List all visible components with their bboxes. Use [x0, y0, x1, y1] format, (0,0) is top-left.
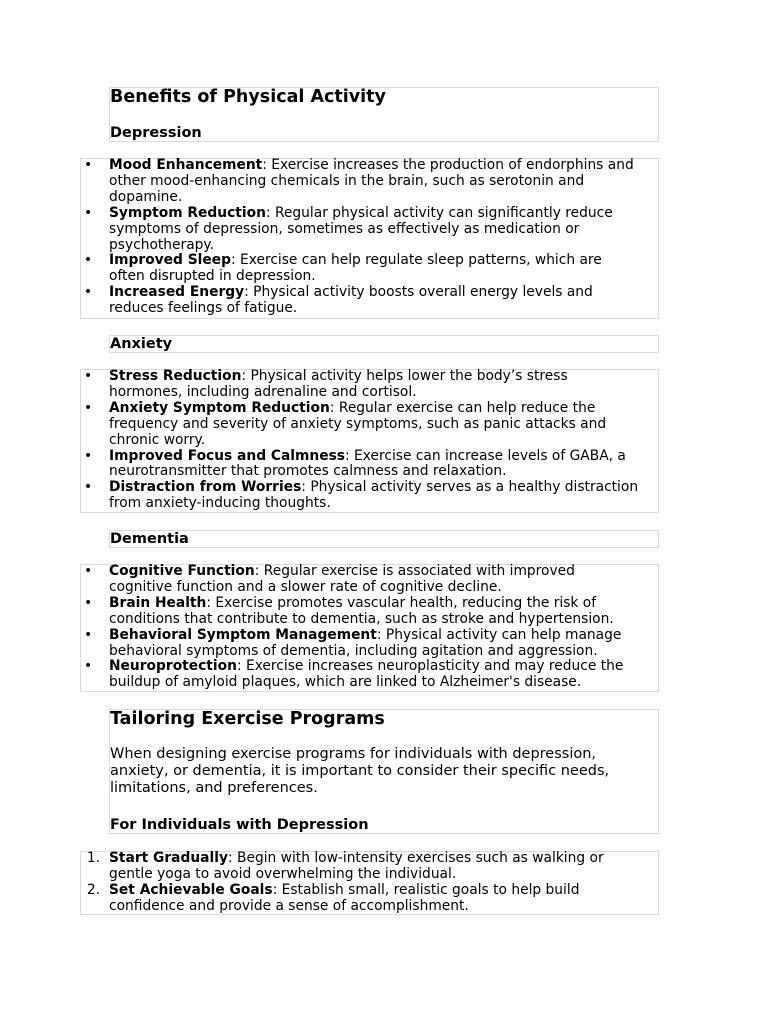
item-text: : Begin with low-intensity exercises such as walking or gentle yoga to avoid overwhelming the individual.	[109, 850, 604, 882]
item-text: : Exercise increases the production of endorphins and other mood-enhancing chemicals in the brain, such as serotonin and dopamine.	[109, 157, 634, 205]
item-term: Improved Focus and Calmness	[109, 447, 346, 464]
bullet-icon: •	[84, 447, 93, 464]
tailoring-intro: When designing exercise programs for individuals with depression, anxiety, or dementia, it is important to consider their specific needs, limitations, and preferences.	[110, 746, 610, 796]
item-text: : Physical activity can help manage behavioral symptoms of dementia, including agitation and aggression.	[109, 626, 622, 659]
item-text: : Regular exercise is associated with improved cognitive function and a slower rate of cognitive decline.	[109, 563, 575, 595]
list-item	[80, 449, 640, 481]
item-term: Brain Health	[109, 594, 207, 611]
list-item	[80, 596, 640, 628]
bullet-icon: •	[84, 626, 93, 643]
item-term: Anxiety Symptom Reduction	[109, 399, 330, 416]
list-item	[80, 628, 640, 660]
list-item	[80, 480, 640, 512]
list-item	[80, 253, 640, 285]
section-heading-anxiety: Anxiety	[110, 336, 173, 352]
list-item	[80, 883, 640, 915]
dementia-benefits-list	[80, 564, 640, 691]
bullet-icon: •	[84, 563, 93, 579]
bullet-icon: •	[84, 368, 93, 384]
item-text: : Regular exercise can help reduce the frequency and severity of anxiety symptoms, such as panic attacks and chronic worry.	[109, 399, 607, 448]
list-item	[80, 285, 640, 317]
item-term: Mood Enhancement	[109, 157, 263, 173]
list-item	[80, 206, 640, 254]
item-term: Set Achievable Goals	[109, 881, 273, 898]
item-term: Increased Energy	[109, 284, 245, 301]
section-heading-depression: Depression	[110, 125, 202, 141]
item-term: Behavioral Symptom Management	[109, 626, 377, 643]
item-term: Distraction from Worries	[109, 479, 302, 496]
bullet-icon: •	[84, 204, 93, 221]
item-text: : Physical activity boosts overall energy levels and reduces feelings of fatigue.	[109, 284, 593, 317]
list-item	[80, 401, 640, 449]
item-text: : Establish small, realistic goals to help build confidence and provide a sense of accomplishment.	[109, 881, 580, 914]
item-text: : Physical activity helps lower the body’s stress hormones, including adrenaline and cortisol.	[109, 368, 568, 400]
anxiety-benefits-list	[80, 369, 640, 512]
item-text: : Exercise can increase levels of GABA, a neurotransmitter that promotes calmness and relaxation.	[109, 447, 626, 480]
bullet-icon: •	[84, 252, 93, 269]
item-number: 2.	[86, 881, 100, 898]
item-text: : Exercise promotes vascular health, reducing the risk of conditions that contribute to dementia, such as stroke and hypertension.	[109, 594, 614, 627]
item-text: : Exercise can help regulate sleep patterns, which are often disrupted in depression.	[109, 252, 602, 285]
item-term: Stress Reduction	[109, 368, 242, 384]
item-term: Symptom Reduction	[109, 204, 266, 221]
item-text: : Exercise increases neuroplasticity and may reduce the buildup of amyloid plaques, which are linked to Alzheimer's disease.	[109, 658, 624, 691]
depression-steps-list	[80, 851, 640, 915]
depression-benefits-list	[80, 158, 640, 317]
bullet-icon: •	[84, 479, 93, 496]
bullet-icon: •	[84, 658, 93, 675]
section-heading-dementia: Dementia	[110, 531, 189, 547]
item-number: 1.	[86, 850, 100, 866]
item-term: Cognitive Function	[109, 563, 255, 579]
list-item	[80, 564, 640, 596]
item-term: Neuroprotection	[109, 658, 237, 675]
list-item	[80, 369, 640, 401]
list-item	[80, 659, 640, 691]
item-term: Improved Sleep	[109, 252, 231, 269]
bullet-icon: •	[84, 284, 93, 301]
page-title: Benefits of Physical Activity	[110, 87, 386, 107]
tailoring-subheading: For Individuals with Depression	[110, 817, 369, 833]
bullet-icon: •	[84, 594, 93, 611]
tailoring-title: Tailoring Exercise Programs	[110, 709, 385, 729]
item-text: : Physical activity serves as a healthy distraction from anxiety-inducing thoughts.	[109, 479, 639, 512]
dementia-heading-frame	[109, 530, 659, 548]
item-text: : Regular physical activity can significantly reduce symptoms of depression, sometimes as effectively as medication or psychotherapy.	[109, 204, 613, 253]
list-item	[80, 158, 640, 206]
list-item	[80, 851, 640, 883]
bullet-icon: •	[84, 399, 93, 416]
anxiety-heading-frame	[109, 335, 659, 353]
bullet-icon: •	[84, 157, 93, 173]
item-term: Start Gradually	[109, 850, 228, 866]
